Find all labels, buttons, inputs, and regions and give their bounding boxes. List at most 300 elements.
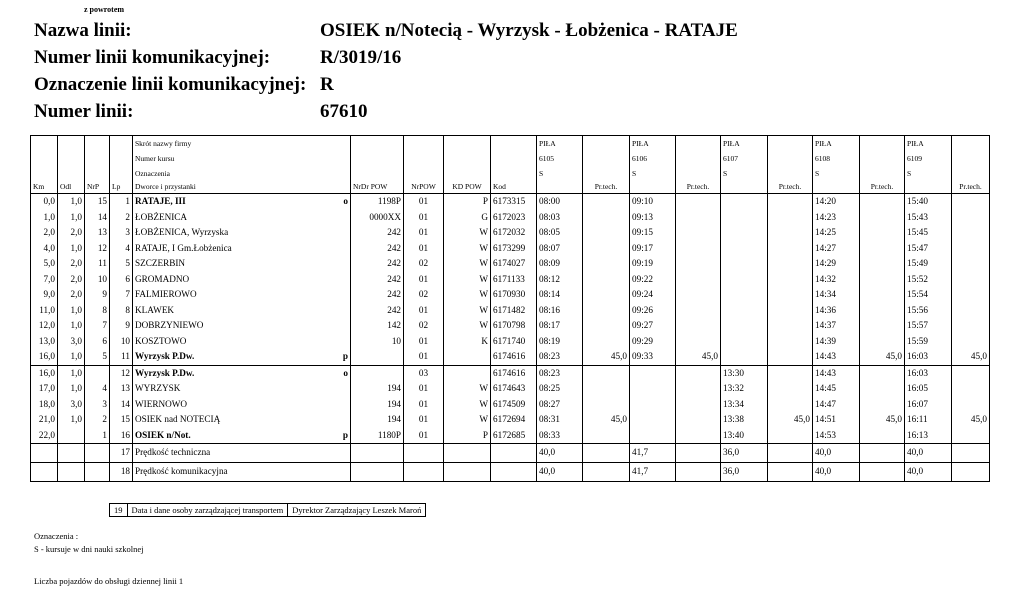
stop-row	[31, 412, 990, 428]
nrdr-cell: 10	[351, 334, 404, 350]
number-label: Numer linii:	[34, 101, 134, 122]
column-header-row	[31, 181, 990, 194]
header-prtech: Pr.tech.	[768, 181, 813, 194]
odl-cell: 3,0	[58, 397, 85, 413]
empty-cell	[768, 151, 813, 166]
prtech-cell	[676, 225, 721, 241]
stop-name-cell	[133, 272, 351, 288]
km-cell: 9,0	[31, 287, 58, 303]
nrpow-cell: 02	[404, 256, 444, 272]
time-cell: 13:40	[721, 428, 768, 444]
prtech-cell	[860, 256, 905, 272]
kd-cell: W	[444, 381, 491, 397]
nrdr-cell: 1198P	[351, 194, 404, 210]
summary-value: 36,0	[721, 463, 768, 482]
course-firm: PIŁA	[630, 136, 676, 152]
kod-cell: 6171482	[491, 303, 537, 319]
time-cell	[721, 210, 768, 226]
time-cell: 14:32	[813, 272, 860, 288]
prtech-cell	[583, 287, 630, 303]
header-odl: Odl	[58, 181, 85, 194]
time-cell: 13:30	[721, 365, 768, 381]
prtech-cell	[583, 334, 630, 350]
kod-cell: 6173315	[491, 194, 537, 210]
time-cell: 14:37	[813, 318, 860, 334]
vehicles-note: Liczba pojazdów do obsługi dziennej linii 1	[34, 576, 184, 586]
kd-cell: W	[444, 412, 491, 428]
time-cell: 15:47	[905, 241, 952, 257]
prtech-cell	[676, 365, 721, 381]
direction-label: z powrotem	[84, 5, 125, 14]
stop-name-cell	[133, 210, 351, 226]
time-cell: 08:16	[537, 303, 583, 319]
lp-cell: 8	[110, 303, 133, 319]
prtech-cell	[583, 365, 630, 381]
course-firm: PIŁA	[721, 136, 768, 152]
stop-name: Wyrzysk P.Dw.	[135, 351, 195, 362]
time-cell: 14:25	[813, 225, 860, 241]
prtech-cell	[860, 318, 905, 334]
empty-cell	[85, 151, 110, 166]
lp-cell: 5	[110, 256, 133, 272]
stop-name-cell	[133, 397, 351, 413]
empty-cell	[860, 136, 905, 152]
prtech-cell	[676, 318, 721, 334]
empty-cell	[31, 151, 58, 166]
prtech-cell	[952, 334, 990, 350]
km-cell: 11,0	[31, 303, 58, 319]
time-cell	[721, 287, 768, 303]
empty-cell	[85, 444, 110, 463]
prtech-cell	[860, 241, 905, 257]
stop-name-cell	[133, 287, 351, 303]
time-cell: 15:59	[905, 334, 952, 350]
line-name-row	[34, 20, 738, 42]
time-cell: 13:38	[721, 412, 768, 428]
empty-cell	[952, 151, 990, 166]
stop-name-wrap	[135, 290, 348, 299]
time-cell: 08:27	[537, 397, 583, 413]
stop-row	[31, 272, 990, 288]
lp-cell: 3	[110, 225, 133, 241]
prtech-cell	[583, 194, 630, 210]
nrp-cell: 12	[85, 241, 110, 257]
prtech-cell	[952, 225, 990, 241]
kd-cell: W	[444, 272, 491, 288]
stop-row	[31, 256, 990, 272]
prtech-cell	[676, 334, 721, 350]
stop-name-wrap	[135, 228, 348, 237]
time-cell: 16:05	[905, 381, 952, 397]
time-cell: 14:39	[813, 334, 860, 350]
prtech-cell	[768, 349, 813, 365]
empty-cell	[721, 181, 768, 194]
time-cell: 15:40	[905, 194, 952, 210]
prtech-cell	[583, 397, 630, 413]
empty-cell	[860, 463, 905, 482]
stop-name-wrap	[135, 400, 348, 409]
kd-cell	[444, 349, 491, 365]
prtech-cell	[676, 210, 721, 226]
time-cell: 14:45	[813, 381, 860, 397]
stop-name: ŁOBŻENICA	[135, 211, 188, 222]
nrp-cell: 9	[85, 287, 110, 303]
prtech-cell	[676, 428, 721, 444]
prtech-cell	[860, 381, 905, 397]
time-cell: 14:29	[813, 256, 860, 272]
km-cell: 12,0	[31, 318, 58, 334]
stop-name: GROMADNO	[135, 273, 190, 284]
time-cell: 16:07	[905, 397, 952, 413]
prtech-cell	[676, 412, 721, 428]
odl-cell: 1,0	[58, 210, 85, 226]
prtech-cell	[768, 225, 813, 241]
time-cell	[721, 334, 768, 350]
stop-name-cell	[133, 241, 351, 257]
prtech-cell: 45,0	[583, 349, 630, 365]
course-firm: PIŁA	[537, 136, 583, 152]
prtech-cell	[676, 303, 721, 319]
line-number-value: R/3019/16	[320, 47, 402, 68]
empty-cell	[676, 151, 721, 166]
nrp-cell: 5	[85, 349, 110, 365]
header-prtech: Pr.tech.	[952, 181, 990, 194]
kd-cell: W	[444, 225, 491, 241]
lp-cell: 11	[110, 349, 133, 365]
meta-label: Oznaczenia	[133, 166, 351, 181]
lp-cell: 9	[110, 318, 133, 334]
stop-flag: p	[342, 351, 348, 362]
kd-cell: W	[444, 318, 491, 334]
empty-cell	[952, 444, 990, 463]
prtech-cell	[860, 287, 905, 303]
time-cell: 09:22	[630, 272, 676, 288]
stop-row	[31, 194, 990, 210]
stop-name-wrap	[135, 321, 348, 330]
prtech-cell	[952, 194, 990, 210]
kd-cell: G	[444, 210, 491, 226]
stop-name-wrap	[135, 244, 348, 253]
stop-name-cell	[133, 225, 351, 241]
nrp-cell: 4	[85, 381, 110, 397]
kod-cell: 6174616	[491, 349, 537, 365]
time-cell: 15:49	[905, 256, 952, 272]
empty-cell	[583, 463, 630, 482]
stop-name-wrap	[135, 369, 348, 378]
time-cell: 16:03	[905, 365, 952, 381]
empty-cell	[444, 444, 491, 463]
line-number-row	[34, 47, 402, 69]
prtech-cell	[583, 256, 630, 272]
stop-row	[31, 334, 990, 350]
header-nrdr: NrDr POW	[351, 181, 404, 194]
nrp-cell: 2	[85, 412, 110, 428]
empty-cell	[110, 136, 133, 152]
time-cell	[721, 256, 768, 272]
time-cell	[721, 318, 768, 334]
km-cell: 16,0	[31, 365, 58, 381]
nrpow-cell: 01	[404, 397, 444, 413]
course-mark: S	[905, 166, 952, 181]
km-cell: 13,0	[31, 334, 58, 350]
prtech-cell	[676, 397, 721, 413]
stop-name-wrap	[135, 337, 348, 346]
nrdr-cell: 1180P	[351, 428, 404, 444]
empty-cell	[860, 166, 905, 181]
time-cell: 16:11	[905, 412, 952, 428]
odl-cell: 1,0	[58, 412, 85, 428]
stop-row	[31, 318, 990, 334]
time-cell: 09:15	[630, 225, 676, 241]
time-cell	[721, 194, 768, 210]
stop-name: RATAJE, I Gm.Łobżenica	[135, 242, 232, 253]
stop-name: DOBRZYNIEWO	[135, 320, 204, 331]
prtech-cell	[952, 303, 990, 319]
time-cell	[630, 381, 676, 397]
stop-name: RATAJE, III	[135, 196, 186, 207]
empty-cell	[491, 463, 537, 482]
kod-cell: 6171133	[491, 272, 537, 288]
nrdr-cell: 242	[351, 272, 404, 288]
time-cell: 09:17	[630, 241, 676, 257]
prtech-cell	[768, 303, 813, 319]
empty-cell	[351, 463, 404, 482]
lp-cell: 6	[110, 272, 133, 288]
header-km: Km	[31, 181, 58, 194]
stop-name-wrap	[135, 431, 348, 440]
prtech-cell	[860, 272, 905, 288]
odl-cell: 1,0	[58, 194, 85, 210]
time-cell: 14:20	[813, 194, 860, 210]
time-cell	[721, 272, 768, 288]
time-cell: 08:07	[537, 241, 583, 257]
header-prtech: Pr.tech.	[860, 181, 905, 194]
time-cell: 15:52	[905, 272, 952, 288]
line-name-value: OSIEK n/Notecią - Wyrzysk - Łobżenica - RATAJE	[320, 20, 738, 41]
designation-row	[34, 74, 334, 96]
summary-value: 40,0	[813, 444, 860, 463]
nrp-cell: 3	[85, 397, 110, 413]
time-cell: 13:34	[721, 397, 768, 413]
empty-cell	[110, 151, 133, 166]
empty-cell	[351, 151, 404, 166]
nrdr-cell: 194	[351, 381, 404, 397]
stop-name: KLAWEK	[135, 304, 175, 315]
prtech-cell	[860, 365, 905, 381]
kd-cell: W	[444, 287, 491, 303]
time-cell: 14:51	[813, 412, 860, 428]
prtech-cell	[768, 397, 813, 413]
odl-cell: 1,0	[58, 303, 85, 319]
nrp-cell: 7	[85, 318, 110, 334]
nrpow-cell: 01	[404, 303, 444, 319]
nrp-cell: 1	[85, 428, 110, 444]
km-cell: 17,0	[31, 381, 58, 397]
kod-cell: 6172032	[491, 225, 537, 241]
km-cell: 16,0	[31, 349, 58, 365]
summary-value: 40,0	[537, 463, 583, 482]
stop-name-cell	[133, 256, 351, 272]
lp-cell: 10	[110, 334, 133, 350]
prtech-cell	[768, 210, 813, 226]
summary-value: 36,0	[721, 444, 768, 463]
prtech-cell	[583, 318, 630, 334]
nrpow-cell: 02	[404, 318, 444, 334]
time-cell	[630, 365, 676, 381]
course-mark: S	[813, 166, 860, 181]
time-cell: 09:26	[630, 303, 676, 319]
km-cell: 5,0	[31, 256, 58, 272]
prtech-cell	[952, 241, 990, 257]
prtech-cell	[583, 241, 630, 257]
prtech-cell	[952, 318, 990, 334]
empty-cell	[768, 444, 813, 463]
stop-row	[31, 210, 990, 226]
prtech-cell	[583, 303, 630, 319]
prtech-cell	[952, 397, 990, 413]
stop-name-cell	[133, 381, 351, 397]
header-nrpow: NrPOW	[404, 181, 444, 194]
nrdr-cell: 242	[351, 241, 404, 257]
time-cell: 14:27	[813, 241, 860, 257]
empty-cell	[813, 181, 860, 194]
kd-cell: W	[444, 241, 491, 257]
prtech-cell	[860, 225, 905, 241]
kod-cell: 6171740	[491, 334, 537, 350]
nrdr-cell: 142	[351, 318, 404, 334]
empty-cell	[58, 463, 85, 482]
kod-cell: 6174027	[491, 256, 537, 272]
time-cell: 09:13	[630, 210, 676, 226]
time-cell: 15:54	[905, 287, 952, 303]
time-cell: 08:17	[537, 318, 583, 334]
prtech-cell	[583, 225, 630, 241]
stop-name-cell	[133, 349, 351, 365]
time-cell: 09:24	[630, 287, 676, 303]
empty-cell	[404, 166, 444, 181]
nrp-cell: 14	[85, 210, 110, 226]
time-cell: 08:05	[537, 225, 583, 241]
odl-cell: 3,0	[58, 334, 85, 350]
time-cell: 08:19	[537, 334, 583, 350]
course-number: 6109	[905, 151, 952, 166]
lp-cell: 16	[110, 428, 133, 444]
stop-name: SZCZERBIN	[135, 258, 186, 269]
time-cell: 14:47	[813, 397, 860, 413]
prtech-cell	[860, 303, 905, 319]
time-cell: 14:53	[813, 428, 860, 444]
course-mark: S	[630, 166, 676, 181]
time-cell: 09:10	[630, 194, 676, 210]
empty-cell	[491, 444, 537, 463]
time-cell: 08:31	[537, 412, 583, 428]
empty-cell	[85, 463, 110, 482]
time-cell: 09:29	[630, 334, 676, 350]
km-cell: 18,0	[31, 397, 58, 413]
stop-row	[31, 287, 990, 303]
summary-row	[31, 444, 990, 463]
stop-row	[31, 428, 990, 444]
course-number: 6108	[813, 151, 860, 166]
time-cell: 13:32	[721, 381, 768, 397]
empty-cell	[491, 136, 537, 152]
prtech-cell: 45,0	[860, 412, 905, 428]
kod-cell: 6174643	[491, 381, 537, 397]
stop-name-wrap	[135, 259, 348, 268]
lp-cell: 15	[110, 412, 133, 428]
time-cell: 16:03	[905, 349, 952, 365]
odl-cell: 1,0	[58, 381, 85, 397]
nrdr-cell	[351, 365, 404, 381]
odl-cell: 1,0	[58, 349, 85, 365]
course-number: 6106	[630, 151, 676, 166]
stop-flag: o	[343, 196, 348, 207]
empty-cell	[404, 444, 444, 463]
nrpow-cell: 03	[404, 365, 444, 381]
prtech-cell	[768, 365, 813, 381]
time-cell	[721, 241, 768, 257]
summary-value: 41,7	[630, 463, 676, 482]
course-meta-row	[31, 136, 990, 152]
stop-name: WIERNOWO	[135, 398, 188, 409]
prtech-cell	[676, 194, 721, 210]
prtech-cell: 45,0	[676, 349, 721, 365]
lp-cell: 12	[110, 365, 133, 381]
time-cell: 15:45	[905, 225, 952, 241]
time-cell: 14:43	[813, 365, 860, 381]
nrdr-cell	[351, 349, 404, 365]
prtech-cell	[676, 256, 721, 272]
stop-name-wrap	[135, 275, 348, 284]
empty-cell	[31, 166, 58, 181]
stop-name-cell	[133, 428, 351, 444]
time-cell	[721, 225, 768, 241]
time-cell: 08:09	[537, 256, 583, 272]
empty-cell	[404, 136, 444, 152]
time-cell: 14:43	[813, 349, 860, 365]
nrpow-cell: 01	[404, 349, 444, 365]
line-name-label: Nazwa linii:	[34, 20, 132, 41]
prtech-cell	[952, 287, 990, 303]
empty-cell	[583, 136, 630, 152]
empty-cell	[676, 463, 721, 482]
time-cell	[721, 349, 768, 365]
stop-name: OSIEK nad NOTECIĄ	[135, 414, 221, 425]
km-cell: 4,0	[31, 241, 58, 257]
nrpow-cell: 01	[404, 381, 444, 397]
course-firm: PIŁA	[813, 136, 860, 152]
kod-cell: 6172685	[491, 428, 537, 444]
nrdr-cell: 242	[351, 287, 404, 303]
stop-name-cell	[133, 194, 351, 210]
manager-table	[109, 503, 426, 517]
nrp-cell	[85, 365, 110, 381]
stop-name-cell	[133, 334, 351, 350]
kod-cell: 6172694	[491, 412, 537, 428]
stop-name: WYRZYSK	[135, 383, 181, 394]
prtech-cell	[768, 381, 813, 397]
empty-cell	[58, 136, 85, 152]
time-cell: 09:33	[630, 349, 676, 365]
odl-cell: 1,0	[58, 365, 85, 381]
prtech-cell	[583, 272, 630, 288]
number-value: 67610	[320, 101, 368, 122]
stop-flag: o	[343, 367, 348, 378]
kod-cell: 6174616	[491, 365, 537, 381]
prtech-cell	[768, 428, 813, 444]
prtech-cell	[676, 287, 721, 303]
empty-cell	[444, 151, 491, 166]
